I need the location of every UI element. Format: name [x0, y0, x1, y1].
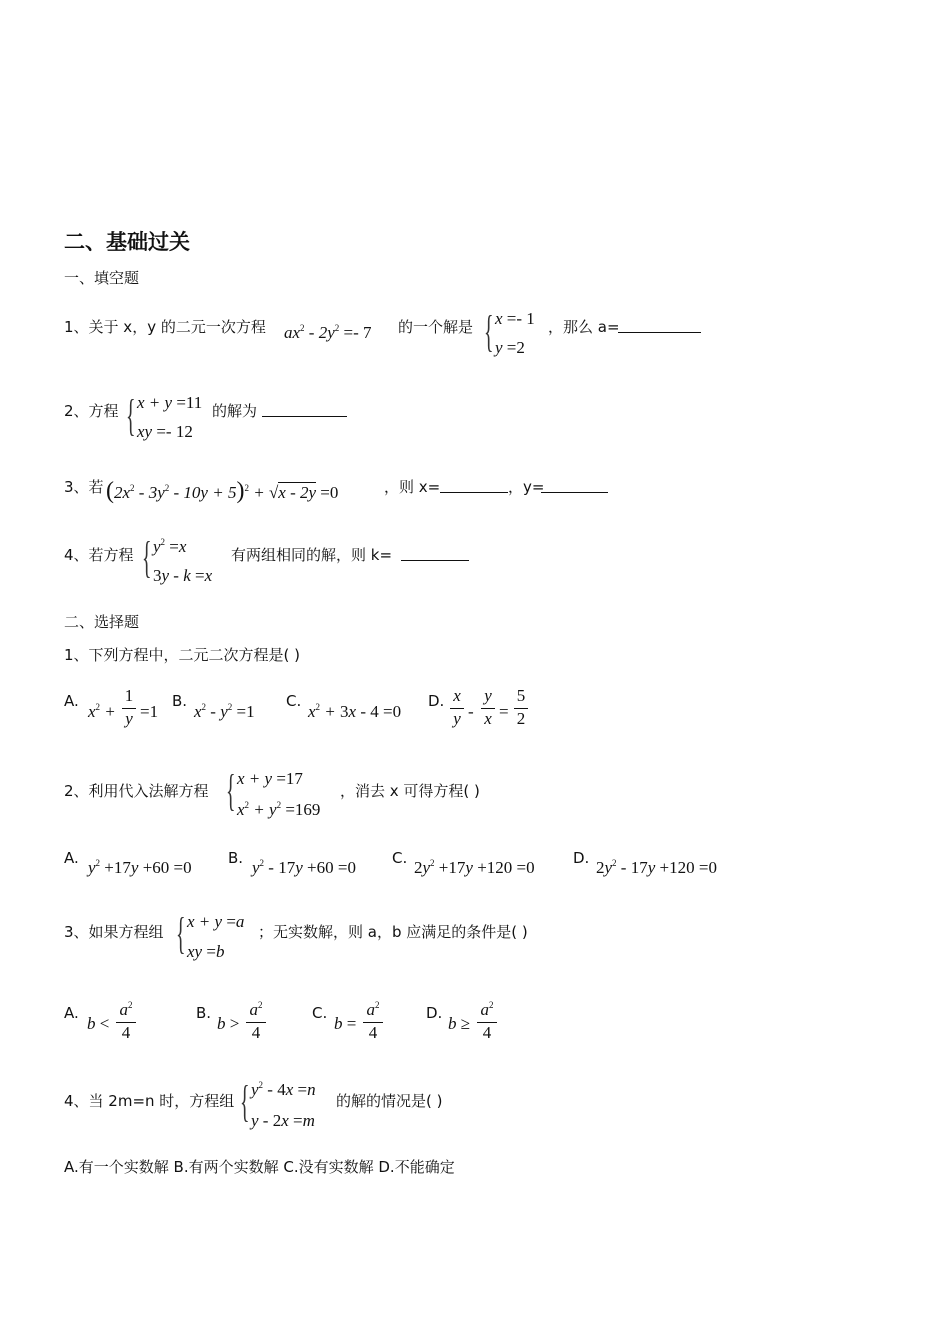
choice-q3-label-c[interactable]: C.	[312, 1004, 328, 1022]
brace-icon: {	[176, 909, 186, 958]
choice-q2-label-c[interactable]: C.	[392, 849, 408, 867]
choice-q1-option-a-rhs: =1	[140, 702, 159, 721]
choice-q1-fraction-d2: y x	[481, 686, 495, 729]
choice-q1-label-c[interactable]: C.	[286, 692, 302, 710]
q1-answer-blank[interactable]	[618, 318, 701, 333]
choice-q3-system: { x + y =a xy =b	[176, 909, 245, 961]
choice-q3-label-d[interactable]: D.	[426, 1004, 443, 1022]
fill-blank-heading: 一、填空题	[64, 269, 140, 287]
choice-q2-suffix: ，消去 x 可得方程( )	[340, 782, 480, 800]
choice-q2-label-d[interactable]: D.	[573, 849, 590, 867]
brace-icon: {	[484, 307, 494, 356]
q4-prefix: 4、若方程	[64, 546, 134, 564]
q3-equation: $(2x^2 - 3y^2 - 10y + 5)^2 + √x - 2y =0$	[106, 478, 339, 504]
choice-q4-prefix: 4、当 2m=n 时，方程组	[64, 1092, 235, 1110]
q4-system: { $y^2 =x$ 3y - k =x	[142, 533, 213, 585]
q2-prefix: 2、方程	[64, 402, 119, 420]
choice-q1-option-c[interactable]: $x^2 + 3x - 4 =0$	[308, 702, 402, 721]
choice-q3-fraction-c: $a^2$ 4	[363, 1000, 383, 1043]
q2-system: { x + y =11 xy =- 12	[126, 391, 203, 441]
choice-q3-prefix: 3、如果方程组	[64, 923, 164, 941]
choice-q3-fraction-d: $a^2$ 4	[477, 1000, 497, 1043]
choice-q1-option-b[interactable]: $x^2 - y^2 =1$	[194, 702, 255, 721]
q1-suffix: ，那么 a=	[548, 318, 620, 336]
choice-q4-suffix: 的解的情况是( )	[336, 1092, 443, 1110]
q3-mid: ，y=	[508, 478, 545, 496]
choice-q2-system: { x + y =17 $x^2 + y^2 =169$	[226, 766, 321, 819]
choice-q1-fraction-a: 1 y	[122, 686, 136, 729]
choice-q2-prefix: 2、利用代入法解方程	[64, 782, 209, 800]
choice-q2-label-a[interactable]: A.	[64, 849, 79, 867]
choice-q1-label-a[interactable]: A.	[64, 692, 79, 710]
choice-q2-option-c[interactable]: $2y^2 +17y +120 =0$	[414, 858, 535, 877]
q1-prefix: 1、关于 x，y 的二元一次方程	[64, 318, 266, 336]
choice-q2-option-a[interactable]: $y^2 +17y +60 =0$	[88, 858, 192, 877]
q3-suffix: ，则 x=	[384, 478, 441, 496]
q2-suffix: 的解为	[212, 402, 258, 420]
q3-prefix: 3、若	[64, 478, 104, 496]
choice-q3-fraction-b: $a^2$ 4	[246, 1000, 266, 1043]
choice-heading: 二、选择题	[64, 613, 140, 631]
choice-q2-option-d[interactable]: $2y^2 - 17y +120 =0$	[596, 858, 717, 877]
choice-q3-label-a[interactable]: A.	[64, 1004, 79, 1022]
choice-q3-label-b[interactable]: B.	[196, 1004, 212, 1022]
brace-icon: {	[240, 1077, 250, 1126]
section-title: 二、基础过关	[64, 230, 190, 254]
choice-q4-system: { $y^2 - 4x =n$ y - 2x =m	[240, 1077, 316, 1130]
choice-q3-fraction-a: $a^2$ 4	[116, 1000, 136, 1043]
choice-q2-label-b[interactable]: B.	[228, 849, 244, 867]
choice-q3-option-b[interactable]: b >	[217, 1014, 240, 1033]
q3-x-blank[interactable]	[440, 478, 508, 493]
choice-q1-text: 1、下列方程中，二元二次方程是( )	[64, 646, 301, 664]
choice-q2-option-b[interactable]: $y^2 - 17y +60 =0$	[252, 858, 356, 877]
choice-q1-label-b[interactable]: B.	[172, 692, 188, 710]
choice-q1-fraction-d3: 5 2	[514, 686, 528, 729]
q4-suffix: 有两组相同的解，则 k=	[231, 546, 393, 564]
q3-y-blank[interactable]	[541, 478, 608, 493]
brace-icon: {	[226, 766, 236, 815]
brace-icon: {	[142, 533, 152, 582]
q2-answer-blank[interactable]	[262, 402, 347, 417]
choice-q1-option-a[interactable]: $x^2$ +	[88, 702, 116, 721]
q1-equation: $ax^2 - 2y^2 =- 7$	[284, 323, 372, 342]
choice-q3-option-d[interactable]: b ≥	[448, 1014, 471, 1033]
q1-mid: 的一个解是	[398, 318, 474, 336]
choice-q1-equals: =	[499, 702, 509, 721]
brace-icon: {	[126, 391, 136, 440]
choice-q1-minus: -	[468, 702, 474, 721]
q4-answer-blank[interactable]	[401, 546, 469, 561]
q1-solution-system: { x =- 1 y =2	[484, 307, 535, 357]
choice-q1-fraction-d1: x y	[450, 686, 464, 729]
choice-q4-options[interactable]: A.有一个实数解 B.有两个实数解 C.没有实数解 D.不能确定	[64, 1158, 455, 1176]
choice-q1-label-d[interactable]: D.	[428, 692, 445, 710]
choice-q3-option-a[interactable]: b <	[87, 1014, 110, 1033]
choice-q3-suffix: ；无实数解，则 a，b 应满足的条件是( )	[258, 923, 528, 941]
choice-q3-option-c[interactable]: b =	[334, 1014, 357, 1033]
